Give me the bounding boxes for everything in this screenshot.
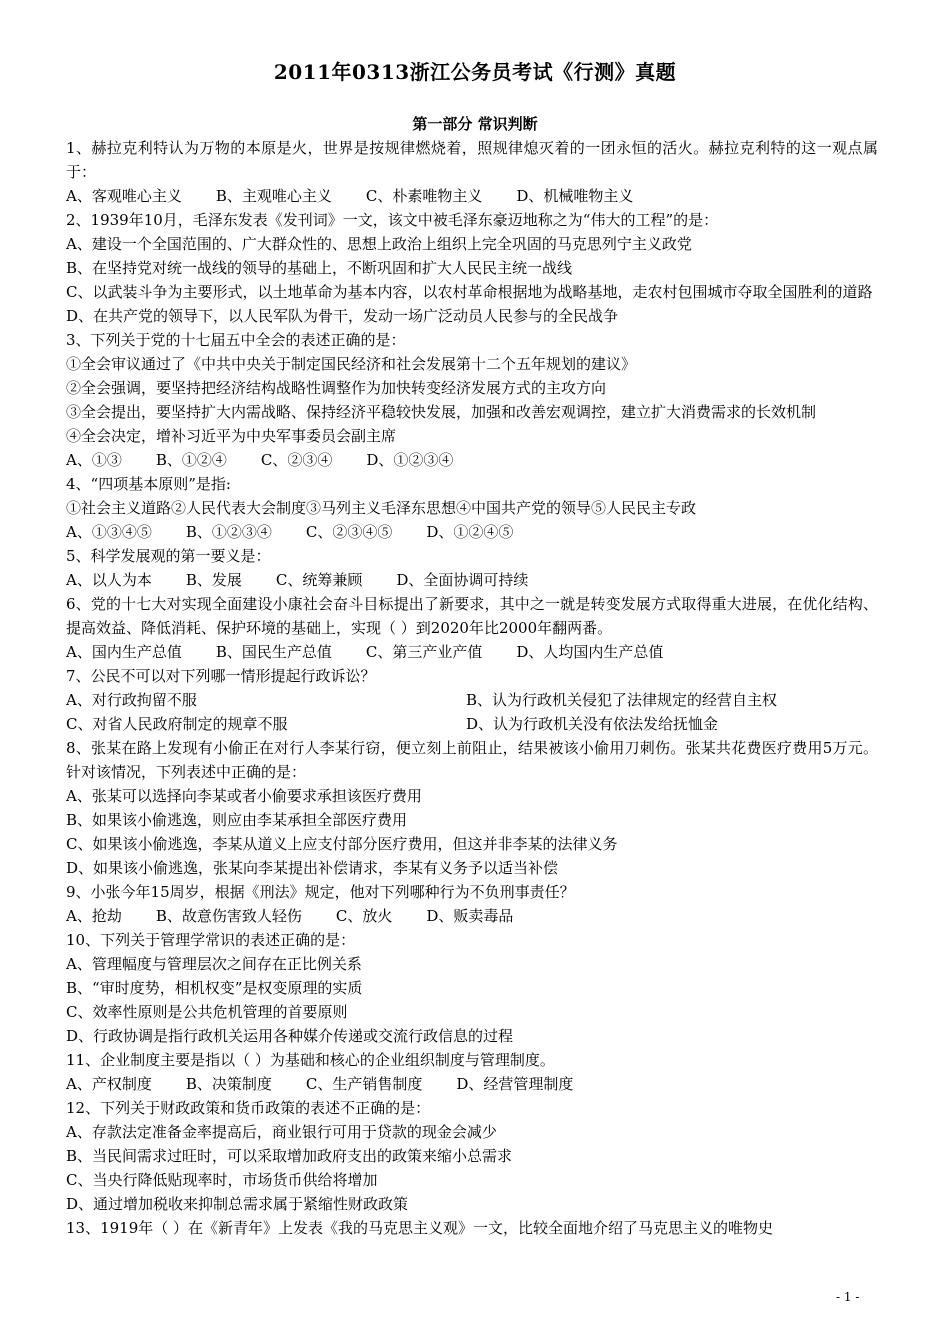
question-9-options <box>66 904 878 928</box>
option-a: A、客观唯心主义 <box>66 187 182 205</box>
question-3-options <box>66 448 878 472</box>
question-10-stem: 10、下列关于管理学常识的表述正确的是： <box>66 931 356 949</box>
statement-1: ①全会审议通过了《中共中央关于制定国民经济和社会发展第十二个五年规划的建议》 <box>66 355 637 373</box>
question-1-stem: 1、赫拉克利特认为万物的本原是火，世界是按规律燃烧着，照规律熄灭着的一团永恒的活火。赫拉克利特的这一观点属于： <box>66 139 878 181</box>
option-a: A、存款法定准备金率提高后，商业银行可用于贷款的现金会减少 <box>66 1123 497 1141</box>
section-title: 第一部分 常识判断 <box>412 115 538 133</box>
option-c: C、当央行降低贴现率时，市场货币供给将增加 <box>66 1171 378 1189</box>
statement-1: ①社会主义道路②人民代表大会制度③马列主义毛泽东思想④中国共产党的领导⑤人民民主专政 <box>66 499 697 517</box>
option-c: C、生产销售制度 <box>305 1075 423 1093</box>
option-d: D、通过增加税收来抑制总需求属于紧缩性财政政策 <box>66 1195 409 1213</box>
option-b: B、①②④ <box>155 451 227 469</box>
option-d: D、认为行政机关没有依法发给抚恤金 <box>466 715 719 733</box>
option-a: A、对行政拘留不服 <box>66 691 197 709</box>
option-b: B、决策制度 <box>185 1075 272 1093</box>
option-b: B、①②③④ <box>185 523 272 541</box>
option-a: A、抢劫 <box>66 907 122 925</box>
option-c: C、统筹兼顾 <box>275 571 363 589</box>
question-13-stem: 13、1919年（ ）在《新青年》上发表《我的马克思主义观》一文，比较全面地介绍了马克思主义的唯物史 <box>66 1219 774 1237</box>
option-d: D、贩卖毒品 <box>426 907 514 925</box>
question-2-stem: 2、1939年10月，毛泽东发表《发刊词》一文，该文中被毛泽东豪迈地称之为“伟大的工程”的是： <box>66 211 719 229</box>
option-c: C、朴素唯物主义 <box>365 187 483 205</box>
question-7-stem: 7、公民不可以对下列哪一情形提起行政诉讼？ <box>66 667 376 685</box>
question-4-options <box>66 520 878 544</box>
option-d: D、机械唯物主义 <box>516 187 634 205</box>
option-c: C、效率性原则是公共危机管理的首要原则 <box>66 1003 348 1021</box>
option-c: C、以武装斗争为主要形式，以土地革命为基本内容，以农村革命根据地为战略基地，走农村包围城市夺取全国胜利的道路 <box>66 283 873 301</box>
option-d: D、①②④⑤ <box>426 523 514 541</box>
option-a: A、管理幅度与管理层次之间存在正比例关系 <box>66 955 362 973</box>
question-7-options-row-2 <box>66 712 878 736</box>
option-d: D、①②③④ <box>366 451 454 469</box>
option-a: A、以人为本 <box>66 571 152 589</box>
option-b: B、国民生产总值 <box>215 643 332 661</box>
option-d: D、全面协调可持续 <box>396 571 529 589</box>
option-d: D、如果该小偷逃逸，张某向李某提出补偿请求，李某有义务予以适当补偿 <box>66 859 559 877</box>
question-7-options-row-1 <box>66 688 878 712</box>
option-d: D、在共产党的领导下，以人民军队为骨干，发动一场广泛动员人民参与的全民战争 <box>66 307 619 325</box>
question-6-stem: 6、党的十七大对实现全面建设小康社会奋斗目标提出了新要求，其中之一就是转变发展方式取得重大进展，在优化结构、提高效益、降低消耗、保护环境的基础上，实现（ ）到2020年比2000年翻两番。 <box>66 595 878 637</box>
question-6-options <box>66 640 878 664</box>
option-c: C、第三产业产值 <box>365 643 483 661</box>
statement-2: ②全会强调，要坚持把经济结构战略性调整作为加快转变经济发展方式的主攻方向 <box>66 379 607 397</box>
option-c: C、如果该小偷逃逸，李某从道义上应支付部分医疗费用，但这并非李某的法律义务 <box>66 835 618 853</box>
option-a: A、建设一个全国范围的、广大群众性的、思想上政治上组织上完全巩固的马克思列宁主义政党 <box>66 235 692 253</box>
option-a: A、①③④⑤ <box>66 523 152 541</box>
option-b: B、在坚持党对统一战线的领导的基础上，不断巩固和扩大人民民主统一战线 <box>66 259 573 277</box>
option-b: B、当民间需求过旺时，可以采取增加政府支出的政策来缩小总需求 <box>66 1147 513 1165</box>
question-5-options <box>66 568 878 592</box>
document-title: 2011年0313浙江公务员考试《行测》真题 <box>273 60 677 84</box>
question-list <box>66 136 878 1240</box>
question-12-stem: 12、下列关于财政政策和货币政策的表述不正确的是： <box>66 1099 431 1117</box>
option-b: B、主观唯心主义 <box>215 187 332 205</box>
question-1-options <box>66 184 878 208</box>
question-3-stem: 3、下列关于党的十七届五中全会的表述正确的是： <box>66 331 406 349</box>
question-4-stem: 4、“四项基本原则”是指: <box>66 475 231 493</box>
option-b: B、“审时度势，相机权变”是权变原理的实质 <box>66 979 363 997</box>
option-d: D、人均国内生产总值 <box>516 643 664 661</box>
question-9-stem: 9、小张今年15周岁，根据《刑法》规定，他对下列哪种行为不负刑事责任？ <box>66 883 575 901</box>
option-a: A、产权制度 <box>66 1075 152 1093</box>
option-c: C、②③④⑤ <box>305 523 393 541</box>
option-b: B、发展 <box>185 571 242 589</box>
option-a: A、张某可以选择向李某或者小偷要求承担该医疗费用 <box>66 787 422 805</box>
option-a: A、国内生产总值 <box>66 643 182 661</box>
question-5-stem: 5、科学发展观的第一要义是： <box>66 547 271 565</box>
option-d: D、经营管理制度 <box>456 1075 574 1093</box>
page-number: - 1 - <box>836 1290 860 1304</box>
question-11-options <box>66 1072 878 1096</box>
option-c: C、②③④ <box>260 451 333 469</box>
statement-4: ④全会决定，增补习近平为中央军事委员会副主席 <box>66 427 397 445</box>
option-b: B、认为行政机关侵犯了法律规定的经营自主权 <box>466 691 778 709</box>
option-b: B、如果该小偷逃逸，则应由李某承担全部医疗费用 <box>66 811 408 829</box>
option-c: C、对省人民政府制定的规章不服 <box>66 715 288 733</box>
statement-3: ③全会提出，要坚持扩大内需战略、保持经济平稳较快发展，加强和改善宏观调控，建立扩大消费需求的长效机制 <box>66 403 817 421</box>
option-c: C、放火 <box>335 907 393 925</box>
option-d: D、行政协调是指行政机关运用各种媒介传递或交流行政信息的过程 <box>66 1027 514 1045</box>
option-b: B、故意伤害致人轻伤 <box>155 907 302 925</box>
question-11-stem: 11、企业制度主要是指以（ ）为基础和核心的企业组织制度与管理制度。 <box>66 1051 555 1069</box>
question-8-stem: 8、张某在路上发现有小偷正在对行人李某行窃，便立刻上前阻止，结果被该小偷用刀刺伤。张某共花费医疗费用5万元。针对该情况，下列表述中正确的是： <box>66 739 878 781</box>
option-a: A、①③ <box>66 451 122 469</box>
